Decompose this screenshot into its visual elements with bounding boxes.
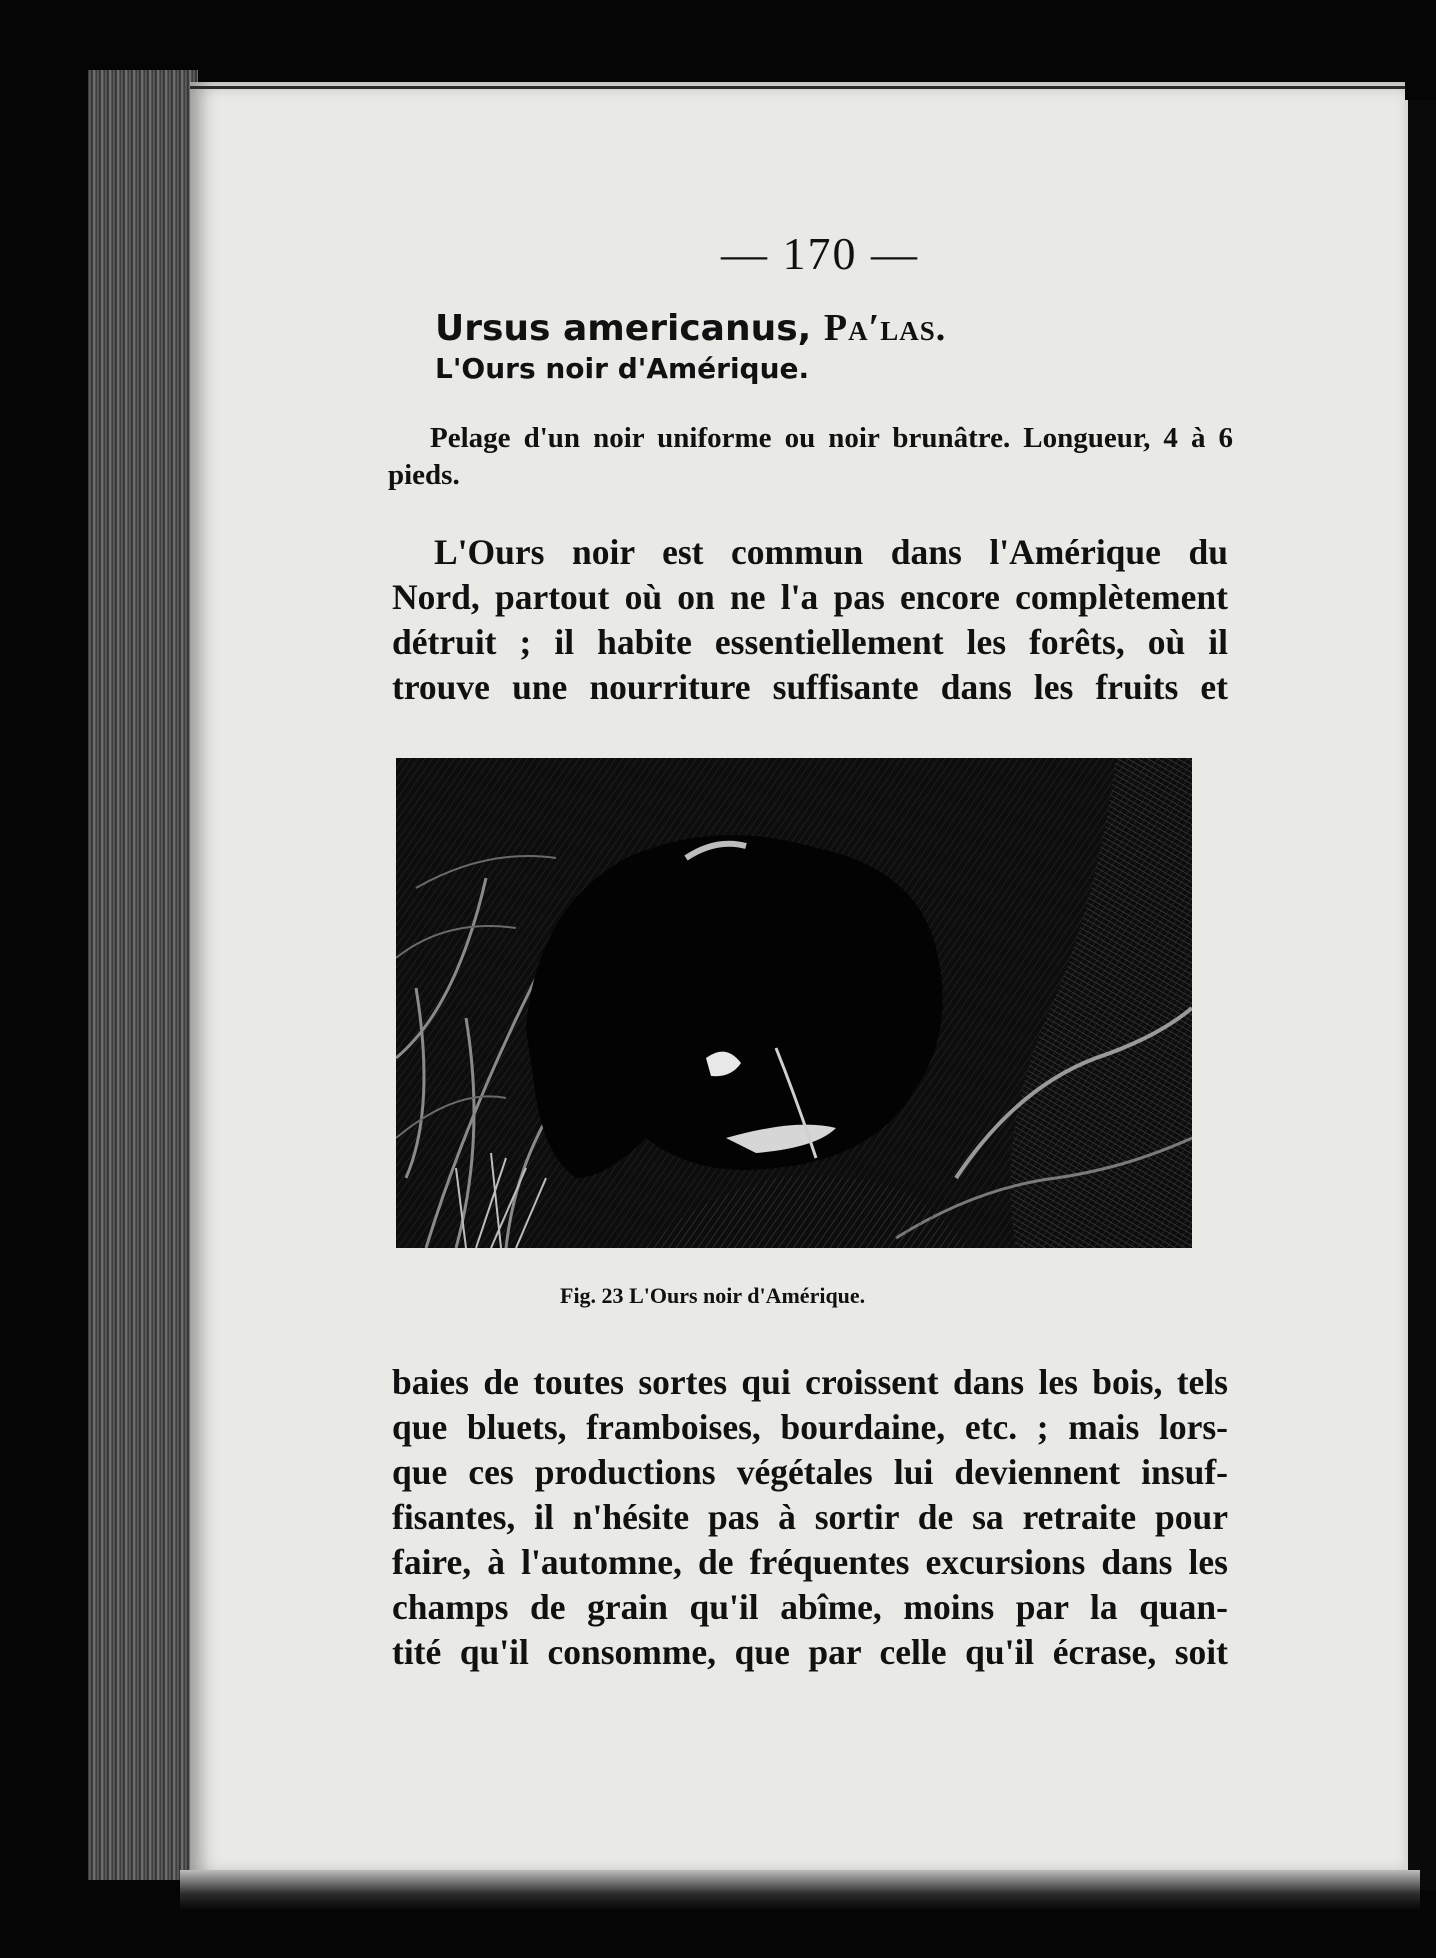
text-line: Nord, partout où on ne l'a pas encore complètement — [392, 577, 1228, 617]
species-latin-heading — [435, 306, 946, 350]
bear-illustration — [396, 758, 1192, 1248]
text-line: champs de grain qu'il abîme, moins par la quan- — [392, 1587, 1228, 1627]
text-line: baies de toutes sortes qui croissent dans les bois, tels — [392, 1362, 1228, 1402]
text-line: tité qu'il consomme, que par celle qu'il écrase, soit — [392, 1632, 1228, 1672]
species-french-heading: L'Ours noir d'Amérique. — [435, 352, 810, 385]
figure-caption-text: L'Ours noir d'Amérique. — [629, 1283, 866, 1308]
text-line: trouve une nourriture suffisante dans les fruits et — [392, 667, 1228, 707]
body-paragraph-2 — [392, 1360, 1228, 1675]
text-line: détruit ; il habite essentiellement les forêts, où il — [392, 622, 1228, 662]
text-line: faire, à l'automne, de fréquentes excursions dans les — [392, 1542, 1228, 1582]
text-line: fisantes, il n'hésite pas à sortir de sa retraite pour — [392, 1497, 1228, 1537]
text-line: L'Ours noir est commun dans l'Amérique du — [434, 532, 1228, 572]
body-paragraph-1 — [392, 530, 1228, 710]
page-top-edge — [190, 86, 1405, 89]
latin-name: Ursus americanus, — [435, 308, 812, 349]
figure-caption — [560, 1283, 1080, 1309]
text-line: que ces productions végétales lui deviennent insuf- — [392, 1452, 1228, 1492]
author-name: Pa′las. — [823, 307, 947, 349]
book-spine-edges — [88, 70, 198, 1880]
figure-number: Fig. 23 — [560, 1283, 624, 1308]
species-description: Pelage d'un noir uniforme ou noir brunâtre. Longueur, 4 à 6 pieds. — [388, 422, 1233, 491]
page-right-edge — [1405, 100, 1436, 1890]
text-line: que bluets, framboises, bourdaine, etc. ; mais lors- — [392, 1407, 1228, 1447]
bear-engraving-image — [396, 758, 1192, 1248]
page-number: — 170 — — [721, 228, 919, 279]
page-bottom-edge — [180, 1870, 1420, 1910]
